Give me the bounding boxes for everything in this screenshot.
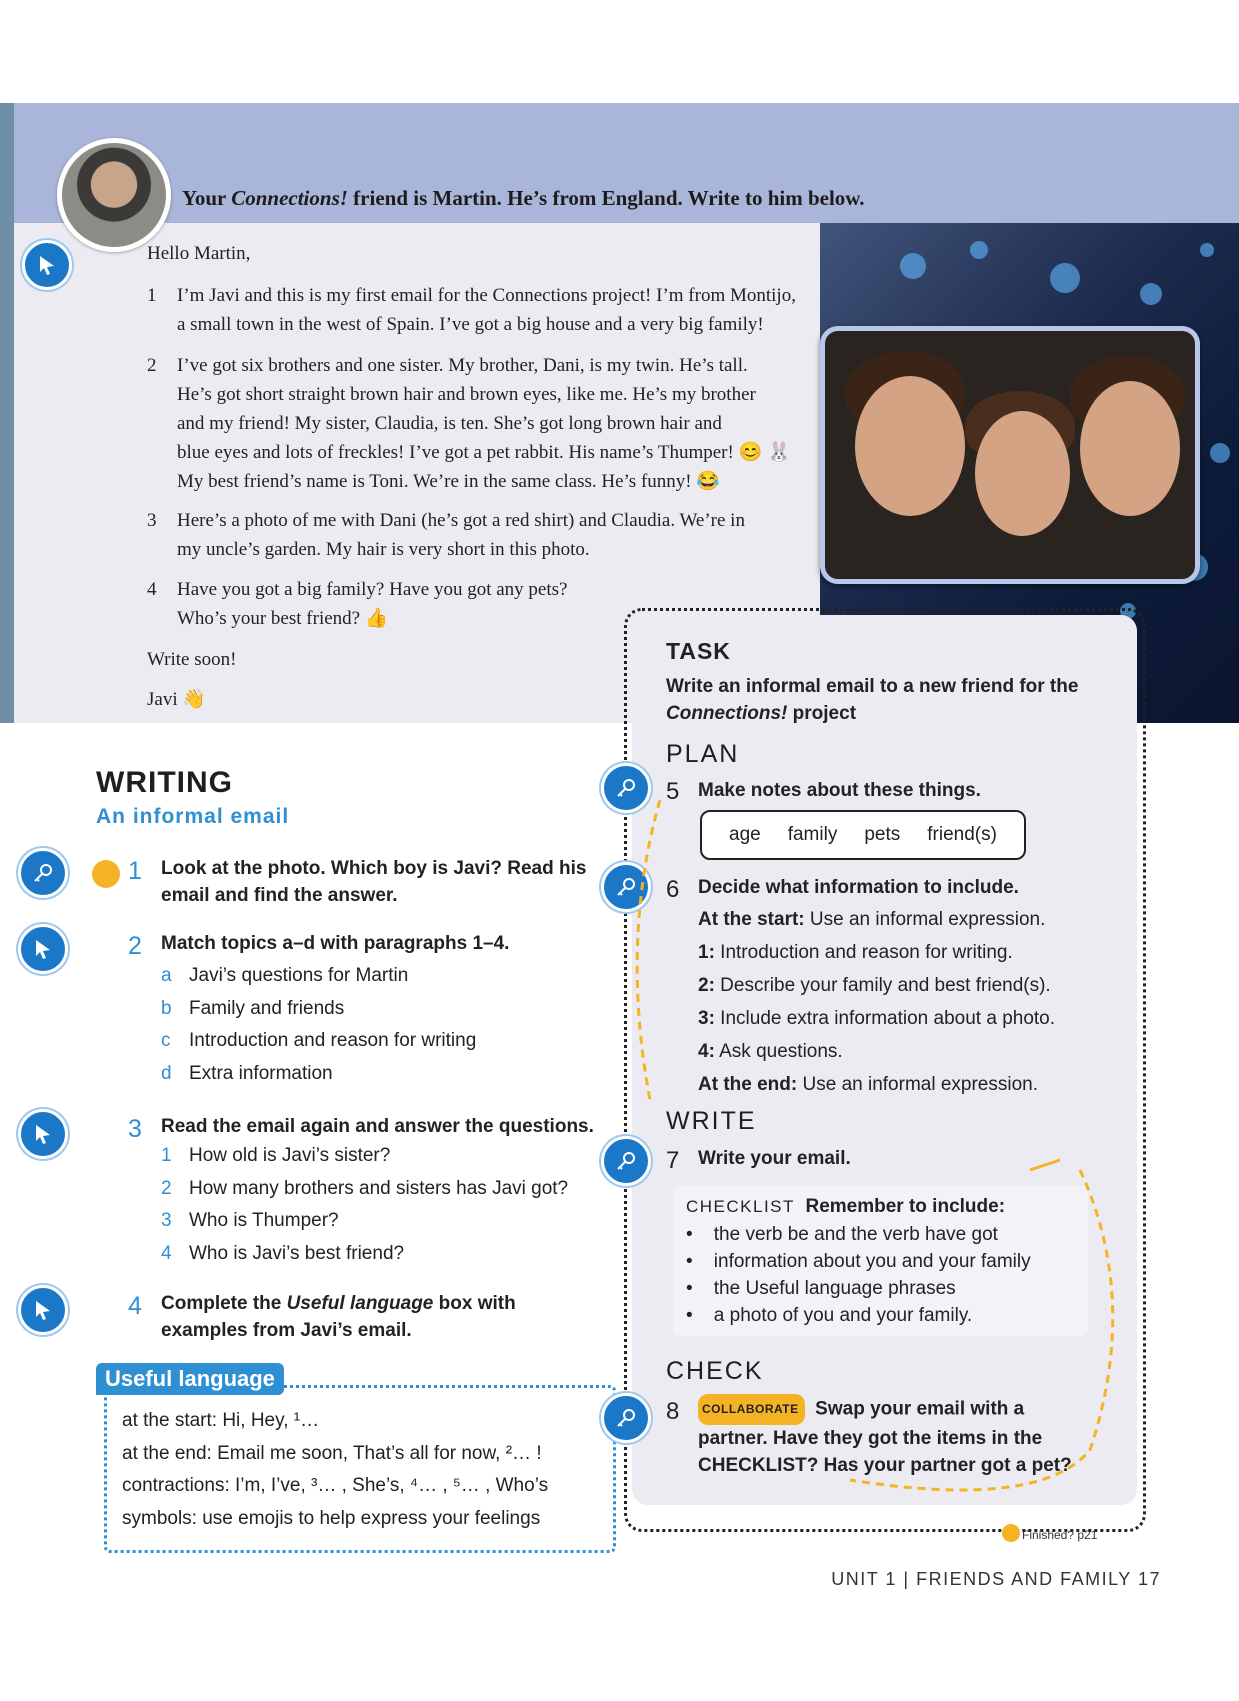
ex2-instruction: Match topics a–d with paragraphs 1–4.: [161, 933, 510, 954]
useful-line-start: at the start: Hi, Hey, ¹…: [122, 1410, 320, 1431]
email-paragraph-2: 2 I’ve got six brothers and one sister. My brother, Dani, is my twin. He’s tall. He’s got short straight brown hair and brown eyes, like me. He’s my brother and my friend! My sister, Claudia, is ten. She’s got long brown hair and blue eyes and lots of freckles! I’ve got a pet rabbit. His name’s Thumper! 😊 🐰 My best friend’s name is Toni. We’re in the same class. He’s funny! 😂: [147, 355, 791, 492]
ex6-item: 4: Ask questions.: [698, 1041, 843, 1062]
ex4-number: 4: [128, 1292, 142, 1320]
ex2-item-b: b Family and friends: [161, 998, 345, 1019]
ex7-instruction: Write your email.: [698, 1148, 851, 1169]
think-icon: [92, 860, 120, 888]
left-photo-strip: [0, 103, 14, 723]
ex6-instruction: Decide what information to include.: [698, 877, 1019, 898]
useful-line-end: at the end: Email me soon, That’s all for now, ²… !: [122, 1443, 542, 1464]
checklist-item: • a photo of you and your family.: [686, 1305, 973, 1326]
family-photo: [820, 326, 1200, 584]
ex1-instruction: Look at the photo. Which boy is Javi? Read his email and find the answer.: [161, 858, 587, 906]
ex2-item-c: c Introduction and reason for writing: [161, 1030, 477, 1051]
finished-link[interactable]: Finished? p21: [1022, 1528, 1098, 1542]
ex6-item: At the start: Use an informal expression.: [698, 909, 1046, 930]
ex1-number: 1: [128, 857, 142, 885]
cursor-icon[interactable]: [18, 1285, 68, 1335]
ex8-instruction: COLLABORATE Swap your email with a partner. Have they got the items in the CHECKLIST? Has your partner got a pet?: [698, 1394, 1128, 1479]
ex5-number: 5: [666, 778, 680, 805]
writing-subheading: An informal email: [96, 805, 290, 828]
note-pets: pets: [864, 824, 901, 845]
useful-line-contractions: contractions: I’m, I’ve, ³… , She’s, ⁴… , ⁵… , Who’s: [122, 1475, 549, 1496]
checklist-header: CHECKLIST Remember to include:: [686, 1196, 1006, 1217]
write-heading: WRITE: [666, 1107, 757, 1135]
banner-instruction: Your Connections! friend is Martin. He’s from England. Write to him below.: [182, 186, 865, 210]
ex3-item-2: 2 How many brothers and sisters has Javi got?: [161, 1178, 569, 1199]
page-footer: UNIT 1 | FRIENDS AND FAMILY 17: [831, 1569, 1161, 1589]
ex8-number: 8: [666, 1398, 680, 1425]
task-description: Write an informal email to a new friend for the Connections! project: [666, 676, 1079, 724]
task-heading: TASK: [666, 638, 731, 664]
useful-line-symbols: symbols: use emojis to help express your feelings: [122, 1508, 541, 1529]
email-signoff: Write soon!: [147, 649, 237, 670]
ex3-item-3: 3 Who is Thumper?: [161, 1210, 339, 1231]
ex3-item-1: 1 How old is Javi’s sister?: [161, 1145, 391, 1166]
note-age: age: [729, 824, 761, 845]
email-paragraph-3: 3 Here’s a photo of me with Dani (he’s got a red shirt) and Claudia. We’re in my uncle’s garden. My hair is very short in this photo.: [147, 510, 745, 560]
ex6-number: 6: [666, 876, 680, 903]
ex6-item: 1: Introduction and reason for writing.: [698, 942, 1013, 963]
flow-arrows: [620, 780, 1140, 1520]
plan-heading: PLAN: [666, 740, 740, 768]
key-icon[interactable]: [18, 848, 68, 898]
ex2-item-a: a Javi’s questions for Martin: [161, 965, 409, 986]
note-friends: friend(s): [927, 824, 997, 845]
ex6-item: At the end: Use an informal expression.: [698, 1074, 1038, 1095]
writing-heading: WRITING: [96, 766, 233, 799]
cursor-icon[interactable]: [22, 240, 72, 290]
ex7-number: 7: [666, 1147, 680, 1174]
check-heading: CHECK: [666, 1357, 764, 1385]
useful-language-tab: Useful language: [96, 1363, 284, 1395]
checklist-item: • the verb be and the verb have got: [686, 1224, 998, 1245]
email-paragraph-4: 4 Have you got a big family? Have you got any pets? Who’s your best friend? 👍: [147, 579, 568, 629]
checklist-item: • the Useful language phrases: [686, 1278, 956, 1299]
ex5-instruction: Make notes about these things.: [698, 780, 981, 801]
ex3-number: 3: [128, 1115, 142, 1143]
ex6-item: 2: Describe your family and best friend(s).: [698, 975, 1051, 996]
email-paragraph-1: 1 I’m Javi and this is my first email for the Connections project! I’m from Montijo, a small town in the west of Spain. I’ve got a big house and a very big family!: [147, 285, 796, 335]
ex3-instruction: Read the email again and answer the questions.: [161, 1116, 594, 1137]
cursor-icon[interactable]: [18, 1109, 68, 1159]
finish-flag-icon: [1002, 1524, 1020, 1542]
note-family: family: [787, 824, 838, 845]
email-name: Javi 👋: [147, 689, 207, 710]
ex2-number: 2: [128, 932, 142, 960]
ex3-item-4: 4 Who is Javi’s best friend?: [161, 1243, 405, 1264]
ex6-item: 3: Include extra information about a photo.: [698, 1008, 1056, 1029]
ex2-item-d: d Extra information: [161, 1063, 333, 1084]
cursor-icon[interactable]: [18, 924, 68, 974]
ex4-instruction: Complete the Useful language box with examples from Javi’s email.: [161, 1293, 516, 1341]
martin-avatar: [57, 138, 171, 252]
collaborate-badge: COLLABORATE: [698, 1394, 805, 1425]
email-greeting: Hello Martin,: [147, 243, 251, 264]
checklist-item: • information about you and your family: [686, 1251, 1031, 1272]
